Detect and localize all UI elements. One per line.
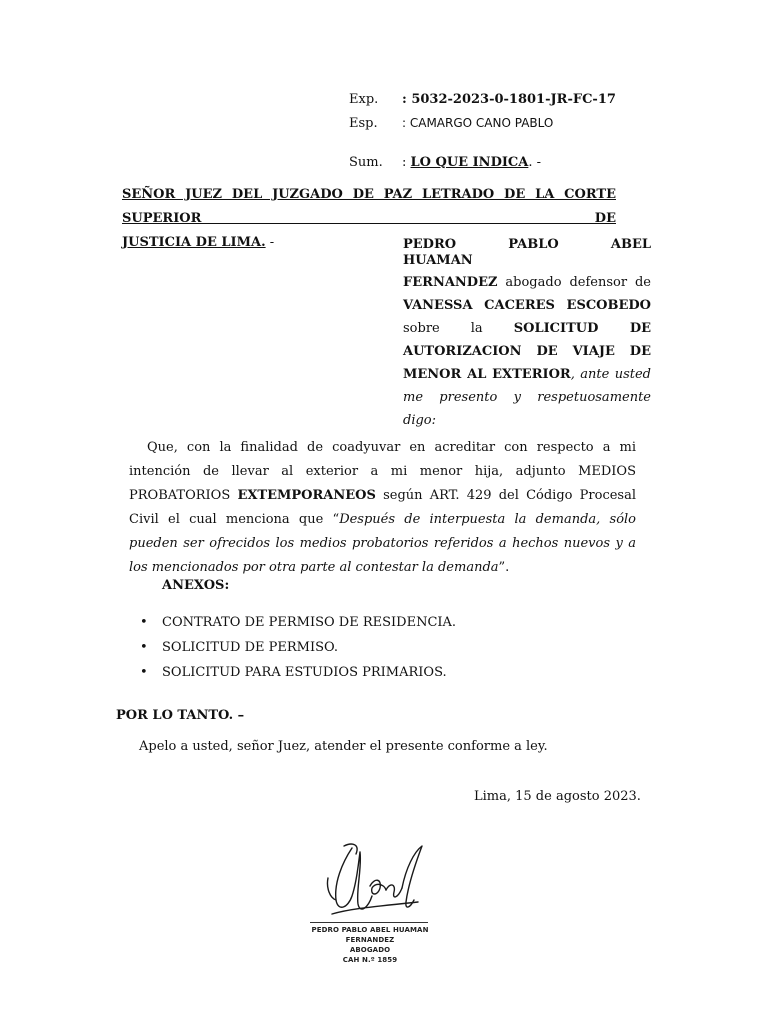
signature-name: FERNANDEZ xyxy=(345,936,395,944)
sum-value-line xyxy=(402,155,541,170)
handwritten-signature-icon xyxy=(322,838,432,926)
exp-value: : 5032-2023-0-1801-JR-FC-17 xyxy=(402,92,616,107)
party-block xyxy=(403,236,651,432)
list-item: • CONTRATO DE PERMISO DE RESIDENCIA. xyxy=(140,610,456,635)
body-bold: EXTEMPORANEOS xyxy=(237,488,376,503)
party-subject: SOLICITUD DE AUTORIZACION DE VIAJE DE MENOR AL EXTERIOR xyxy=(403,321,651,382)
list-item: • SOLICITUD PARA ESTUDIOS PRIMARIOS. xyxy=(140,660,456,685)
body-text: según ART. 429 del Código Procesal Civil el cual menciona que “ xyxy=(129,488,637,527)
body-paragraph xyxy=(129,436,636,580)
signature-block xyxy=(300,925,440,965)
addressee-tail: - xyxy=(265,235,275,250)
party-name-word: PABLO xyxy=(508,237,559,252)
party-name-row xyxy=(403,236,651,253)
date-line: Lima, 15 de agosto 2023. xyxy=(474,789,641,804)
party-text-italic: , ante usted me presento y respetuosamente digo: xyxy=(403,367,651,428)
signature-registration: CAH N.º 1859 xyxy=(342,956,398,964)
por-lo-tanto: POR LO TANTO. – xyxy=(116,708,245,723)
sum-value: LO QUE INDICA xyxy=(410,155,529,170)
esp-label: Esp. xyxy=(349,116,378,131)
party-client: VANESSA CACERES ESCOBEDO xyxy=(403,298,651,313)
party-name-word: ABEL xyxy=(610,237,651,252)
anexos-title: ANEXOS: xyxy=(162,578,230,593)
party-name-word: HUAMAN xyxy=(403,253,473,268)
sum-tail: . - xyxy=(528,155,542,170)
addressee-line1: SEÑOR JUEZ DEL JUZGADO DE PAZ LETRADO DE LA CORTE SUPERIOR DE xyxy=(122,187,616,226)
exp-label: Exp. xyxy=(349,92,379,107)
bullet-icon: • xyxy=(140,615,148,630)
anexos-list xyxy=(140,610,456,685)
body-text: ”. xyxy=(498,560,510,575)
signature-name: PEDRO PABLO ABEL HUAMAN xyxy=(311,926,429,934)
addressee-line2: JUSTICIA DE LIMA. xyxy=(122,235,266,250)
sum-label: Sum. xyxy=(349,155,383,170)
sum-colon: : xyxy=(402,155,411,170)
signature-line xyxy=(310,922,428,923)
bullet-icon: • xyxy=(140,665,148,680)
party-name-word: PEDRO xyxy=(403,237,457,252)
body-quote: Después de interpuesta la demanda, sólo pueden ser ofrecidos los medios probatorios referidos a hechos nuevos y a los mencionados por otra parte al contestar la demanda xyxy=(129,512,636,575)
party-text: abogado defensor de xyxy=(497,275,651,290)
esp-value: : CAMARGO CANO PABLO xyxy=(402,116,554,130)
bullet-icon: • xyxy=(140,640,148,655)
party-name-end: FERNANDEZ xyxy=(403,275,498,290)
body-text: Que, con la finalidad de coadyuvar en acreditar con respecto a mi intención de llevar al exterior a mi menor hija, adjunto MEDIOS PROBATORIOS xyxy=(129,440,636,503)
signature-title: ABOGADO xyxy=(349,946,391,954)
closing-statement: Apelo a usted, señor Juez, atender el presente conforme a ley. xyxy=(139,739,548,754)
party-text: sobre la xyxy=(403,321,514,336)
list-item: • SOLICITUD DE PERMISO. xyxy=(140,635,456,660)
